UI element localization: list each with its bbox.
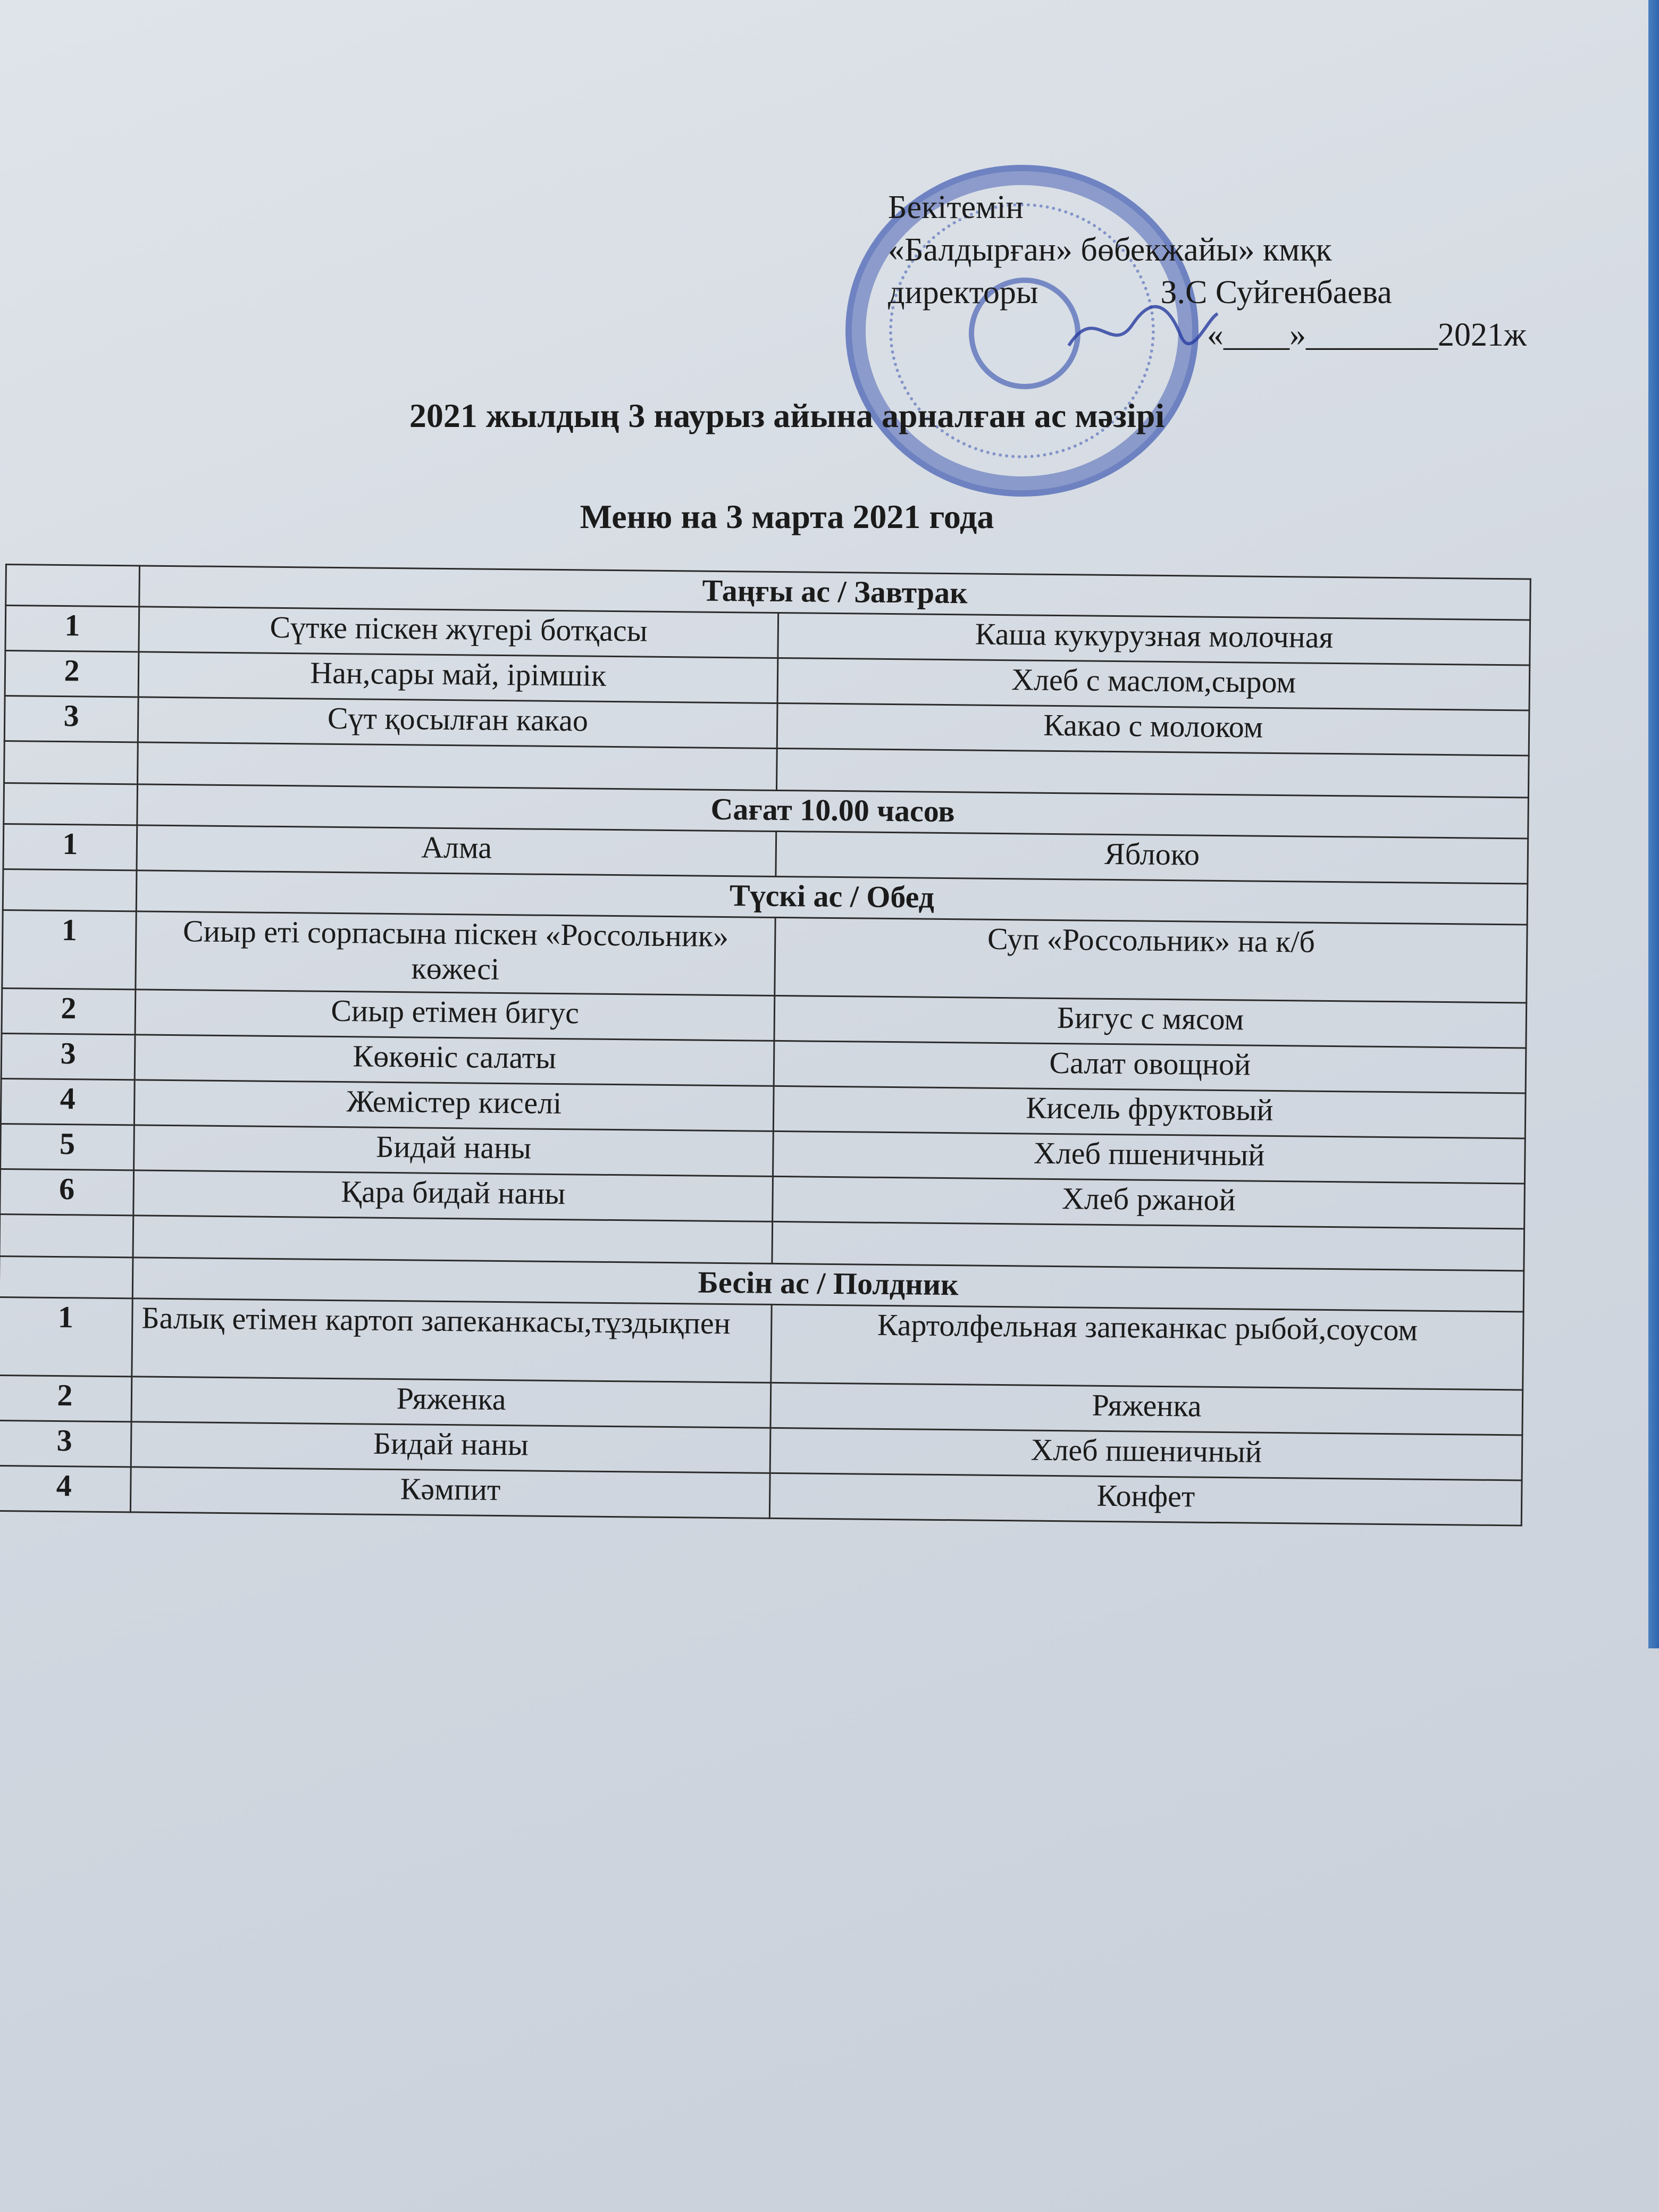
dish-russian: Суп «Россольник» на к/б xyxy=(775,917,1527,1003)
dish-kazakh: Нан,сары май, ірімшік xyxy=(138,652,778,703)
dish-russian: Хлеб пшеничный xyxy=(773,1131,1525,1184)
dish-kazakh xyxy=(138,742,777,791)
dish-kazakh: Қара бидай наны xyxy=(133,1170,773,1222)
dish-russian: Каша кукурузная молочная xyxy=(778,613,1530,665)
row-number xyxy=(4,741,138,784)
section-number-cell xyxy=(0,1256,133,1298)
row-number: 5 xyxy=(1,1124,135,1170)
row-number: 2 xyxy=(0,1375,132,1421)
dish-russian: Конфет xyxy=(770,1473,1522,1526)
row-number xyxy=(0,1214,133,1257)
dish-russian: Салат овощной xyxy=(774,1041,1526,1093)
handwritten-signature xyxy=(1063,298,1223,362)
title-kazakh: 2021 жылдың 3 наурыз айына арналған ас мәзірі xyxy=(409,397,1165,434)
approval-position: директоры xyxy=(888,274,1038,311)
section-number-cell xyxy=(3,869,137,911)
section-number-cell xyxy=(4,783,138,825)
dish-kazakh: Ряженка xyxy=(131,1377,771,1428)
dish-kazakh xyxy=(133,1216,773,1264)
dish-kazakh: Балық етімен картоп запеканкасы,тұздықпен xyxy=(132,1298,772,1383)
dish-russian: Ряженка xyxy=(770,1382,1522,1435)
row-number: 2 xyxy=(5,651,139,697)
approval-line-1: Бекітемін xyxy=(888,189,1024,225)
dish-russian: Хлеб с маслом,сыром xyxy=(777,658,1529,710)
dish-kazakh: Сүтке піскен жүгері ботқасы xyxy=(139,607,778,658)
dish-russian: Хлеб ржаной xyxy=(773,1176,1524,1229)
row-number: 4 xyxy=(0,1465,131,1512)
menu-row xyxy=(2,910,1527,1003)
dish-kazakh: Сиыр еті сорпасына піскен «Россольник» көжесі xyxy=(136,911,776,996)
dish-kazakh: Кәмпит xyxy=(130,1467,770,1519)
approval-signatory: З.С Суйгенбаева xyxy=(1160,274,1392,311)
section-number-cell xyxy=(6,565,140,607)
dish-russian xyxy=(777,748,1529,798)
row-number: 1 xyxy=(3,824,137,870)
menu-table xyxy=(0,564,1531,1526)
row-number: 6 xyxy=(0,1169,134,1215)
dish-russian xyxy=(772,1221,1524,1271)
dish-kazakh: Бидай наны xyxy=(134,1125,774,1177)
dish-kazakh: Сиыр етімен бигус xyxy=(135,990,775,1041)
dish-kazakh: Сүт қосылған какао xyxy=(138,697,777,749)
row-number: 3 xyxy=(4,696,138,742)
row-number: 4 xyxy=(1,1078,135,1125)
row-number: 1 xyxy=(2,910,136,989)
section-title: Түскі ас / Обед xyxy=(136,870,1528,925)
dish-kazakh: Алма xyxy=(137,825,776,877)
row-number: 3 xyxy=(1,1033,135,1079)
dish-russian: Яблоко xyxy=(776,831,1528,884)
blue-background-edge xyxy=(1648,0,1659,1648)
dish-kazakh: Бидай наны xyxy=(131,1422,770,1473)
approval-date: «____»________2021ж xyxy=(1207,317,1527,353)
dish-russian: Картолфельная запеканкас рыбой,соусом xyxy=(771,1304,1523,1390)
dish-russian: Хлеб пшеничный xyxy=(770,1428,1522,1480)
approval-line-2: «Балдырған» бөбекжайы» кмқк xyxy=(888,232,1332,268)
menu-row xyxy=(0,1297,1523,1390)
row-number: 1 xyxy=(0,1297,132,1376)
menu-table-body xyxy=(0,565,1530,1526)
section-title: Бесін ас / Полдник xyxy=(132,1258,1524,1312)
dish-kazakh: Көкөніс салаты xyxy=(135,1035,774,1086)
dish-russian: Какао с молоком xyxy=(777,703,1529,756)
dish-kazakh: Жемістер киселі xyxy=(134,1080,774,1132)
section-title: Таңғы ас / Завтрак xyxy=(139,566,1531,620)
approval-date-year: 2021ж xyxy=(1438,317,1527,353)
row-number: 3 xyxy=(0,1420,131,1467)
row-number: 1 xyxy=(5,606,139,652)
section-title: Сағат 10.00 часов xyxy=(137,784,1529,839)
title-russian: Меню на 3 марта 2021 года xyxy=(580,498,994,535)
dish-russian: Бигус с мясом xyxy=(774,995,1526,1048)
dish-russian: Кисель фруктовый xyxy=(774,1086,1526,1138)
row-number: 2 xyxy=(2,988,136,1034)
